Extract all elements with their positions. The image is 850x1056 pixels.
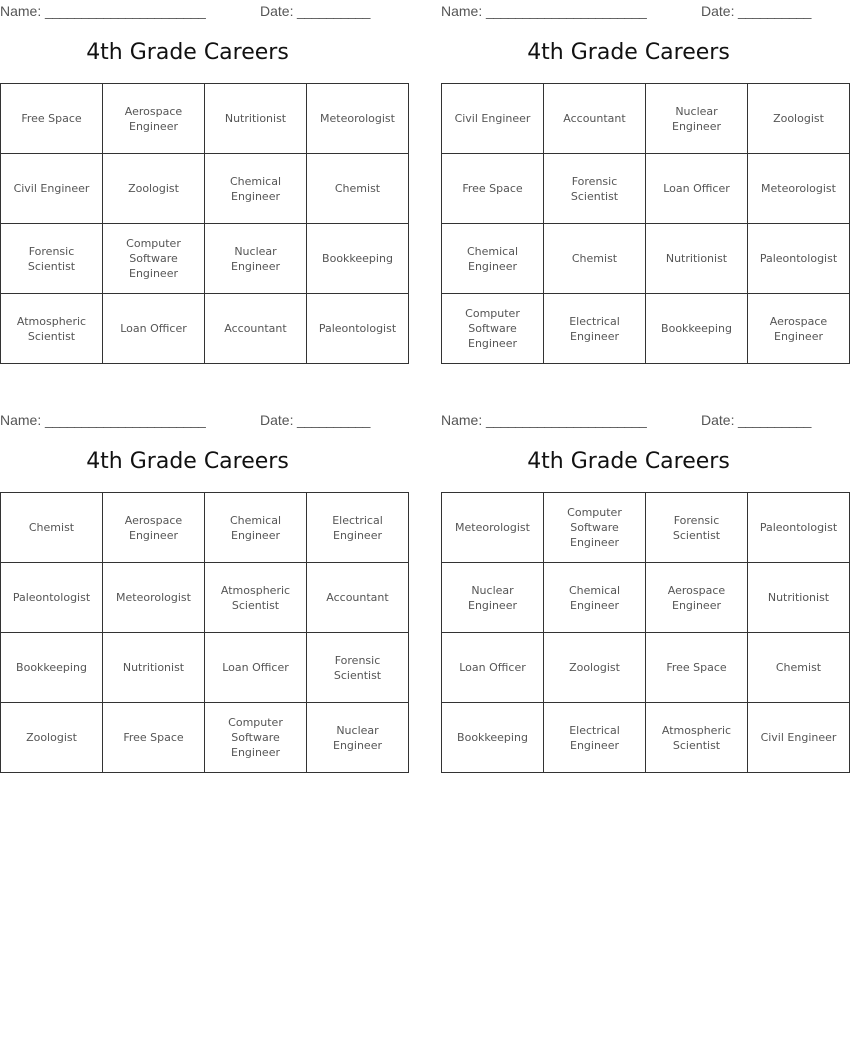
name-date-line xyxy=(0,0,375,22)
bingo-cell: Electrical Engineer xyxy=(544,703,646,773)
bingo-cell: Free Space xyxy=(646,633,748,703)
bingo-cell: Computer Software Engineer xyxy=(544,493,646,563)
name-label: Name: xyxy=(0,412,42,428)
bingo-cell: Meteorologist xyxy=(103,563,205,633)
bingo-cell: Nuclear Engineer xyxy=(442,563,544,633)
bingo-cell: Civil Engineer xyxy=(442,84,544,154)
bingo-cell: Nutritionist xyxy=(748,563,850,633)
name-blank: ______________________ xyxy=(45,412,206,428)
bingo-cell: Atmospheric Scientist xyxy=(646,703,748,773)
bingo-cell: Computer Software Engineer xyxy=(205,703,307,773)
bingo-cell: Loan Officer xyxy=(442,633,544,703)
name-date-line xyxy=(441,409,816,431)
name-date-line xyxy=(441,0,816,22)
bingo-card xyxy=(0,409,389,759)
date-label: Date: xyxy=(701,412,735,428)
card-title: 4th Grade Careers xyxy=(527,449,730,474)
bingo-cell: Forensic Scientist xyxy=(646,493,748,563)
card-title: 4th Grade Careers xyxy=(86,449,289,474)
bingo-card xyxy=(0,0,397,343)
bingo-cell: Nuclear Engineer xyxy=(205,224,307,294)
bingo-cell: Paleontologist xyxy=(307,294,409,364)
card-title: 4th Grade Careers xyxy=(86,40,289,65)
bingo-cell: Zoologist xyxy=(748,84,850,154)
bingo-cell: Electrical Engineer xyxy=(307,493,409,563)
bingo-cell: Chemical Engineer xyxy=(442,224,544,294)
name-blank: ______________________ xyxy=(486,412,647,428)
date-blank: __________ xyxy=(297,3,370,19)
bingo-grid xyxy=(441,492,850,773)
bingo-cell: Electrical Engineer xyxy=(544,294,646,364)
bingo-cell: Chemist xyxy=(1,493,103,563)
bingo-cell: Loan Officer xyxy=(103,294,205,364)
bingo-cell: Chemical Engineer xyxy=(205,493,307,563)
bingo-cell: Paleontologist xyxy=(748,493,850,563)
bingo-cell: Accountant xyxy=(544,84,646,154)
bingo-cell: Bookkeeping xyxy=(442,703,544,773)
bingo-cell: Atmospheric Scientist xyxy=(205,563,307,633)
bingo-cell: Free Space xyxy=(1,84,103,154)
bingo-cell: Zoologist xyxy=(544,633,646,703)
bingo-card xyxy=(441,0,838,350)
date-blank: __________ xyxy=(738,412,811,428)
name-label: Name: xyxy=(0,3,42,19)
bingo-grid xyxy=(0,83,409,364)
bingo-cell: Meteorologist xyxy=(307,84,409,154)
name-date-line xyxy=(0,409,375,431)
date-label: Date: xyxy=(701,3,735,19)
card-title: 4th Grade Careers xyxy=(527,40,730,65)
bingo-cell: Nutritionist xyxy=(646,224,748,294)
bingo-cell: Bookkeeping xyxy=(646,294,748,364)
bingo-cell: Loan Officer xyxy=(205,633,307,703)
bingo-cell: Paleontologist xyxy=(1,563,103,633)
bingo-cell: Nutritionist xyxy=(103,633,205,703)
bingo-cell: Aerospace Engineer xyxy=(748,294,850,364)
bingo-cell: Chemist xyxy=(307,154,409,224)
bingo-cell: Aerospace Engineer xyxy=(103,493,205,563)
bingo-cell: Meteorologist xyxy=(748,154,850,224)
date-label: Date: xyxy=(260,412,294,428)
name-label: Name: xyxy=(441,3,483,19)
bingo-cell: Computer Software Engineer xyxy=(442,294,544,364)
bingo-cell: Nuclear Engineer xyxy=(646,84,748,154)
bingo-cell: Paleontologist xyxy=(748,224,850,294)
bingo-cell: Nuclear Engineer xyxy=(307,703,409,773)
bingo-cell: Bookkeeping xyxy=(1,633,103,703)
bingo-cell: Accountant xyxy=(205,294,307,364)
date-label: Date: xyxy=(260,3,294,19)
bingo-cell: Accountant xyxy=(307,563,409,633)
bingo-cell: Meteorologist xyxy=(442,493,544,563)
bingo-cell: Nutritionist xyxy=(205,84,307,154)
bingo-grid xyxy=(0,492,409,773)
bingo-cell: Forensic Scientist xyxy=(307,633,409,703)
bingo-cell: Chemist xyxy=(748,633,850,703)
bingo-card xyxy=(441,409,838,752)
bingo-cell: Forensic Scientist xyxy=(544,154,646,224)
bingo-cell: Civil Engineer xyxy=(1,154,103,224)
bingo-cell: Chemist xyxy=(544,224,646,294)
name-label: Name: xyxy=(441,412,483,428)
bingo-cell: Zoologist xyxy=(1,703,103,773)
bingo-cell: Atmospheric Scientist xyxy=(1,294,103,364)
bingo-cell: Bookkeeping xyxy=(307,224,409,294)
date-blank: __________ xyxy=(297,412,370,428)
bingo-cell: Civil Engineer xyxy=(748,703,850,773)
bingo-cell: Forensic Scientist xyxy=(1,224,103,294)
bingo-cell: Free Space xyxy=(442,154,544,224)
bingo-cell: Aerospace Engineer xyxy=(103,84,205,154)
date-blank: __________ xyxy=(738,3,811,19)
bingo-cell: Zoologist xyxy=(103,154,205,224)
bingo-cell: Loan Officer xyxy=(646,154,748,224)
bingo-grid xyxy=(441,83,850,364)
bingo-cell: Computer Software Engineer xyxy=(103,224,205,294)
bingo-cell: Chemical Engineer xyxy=(544,563,646,633)
bingo-cell: Free Space xyxy=(103,703,205,773)
name-blank: ______________________ xyxy=(486,3,647,19)
bingo-cell: Chemical Engineer xyxy=(205,154,307,224)
bingo-cell: Aerospace Engineer xyxy=(646,563,748,633)
name-blank: ______________________ xyxy=(45,3,206,19)
